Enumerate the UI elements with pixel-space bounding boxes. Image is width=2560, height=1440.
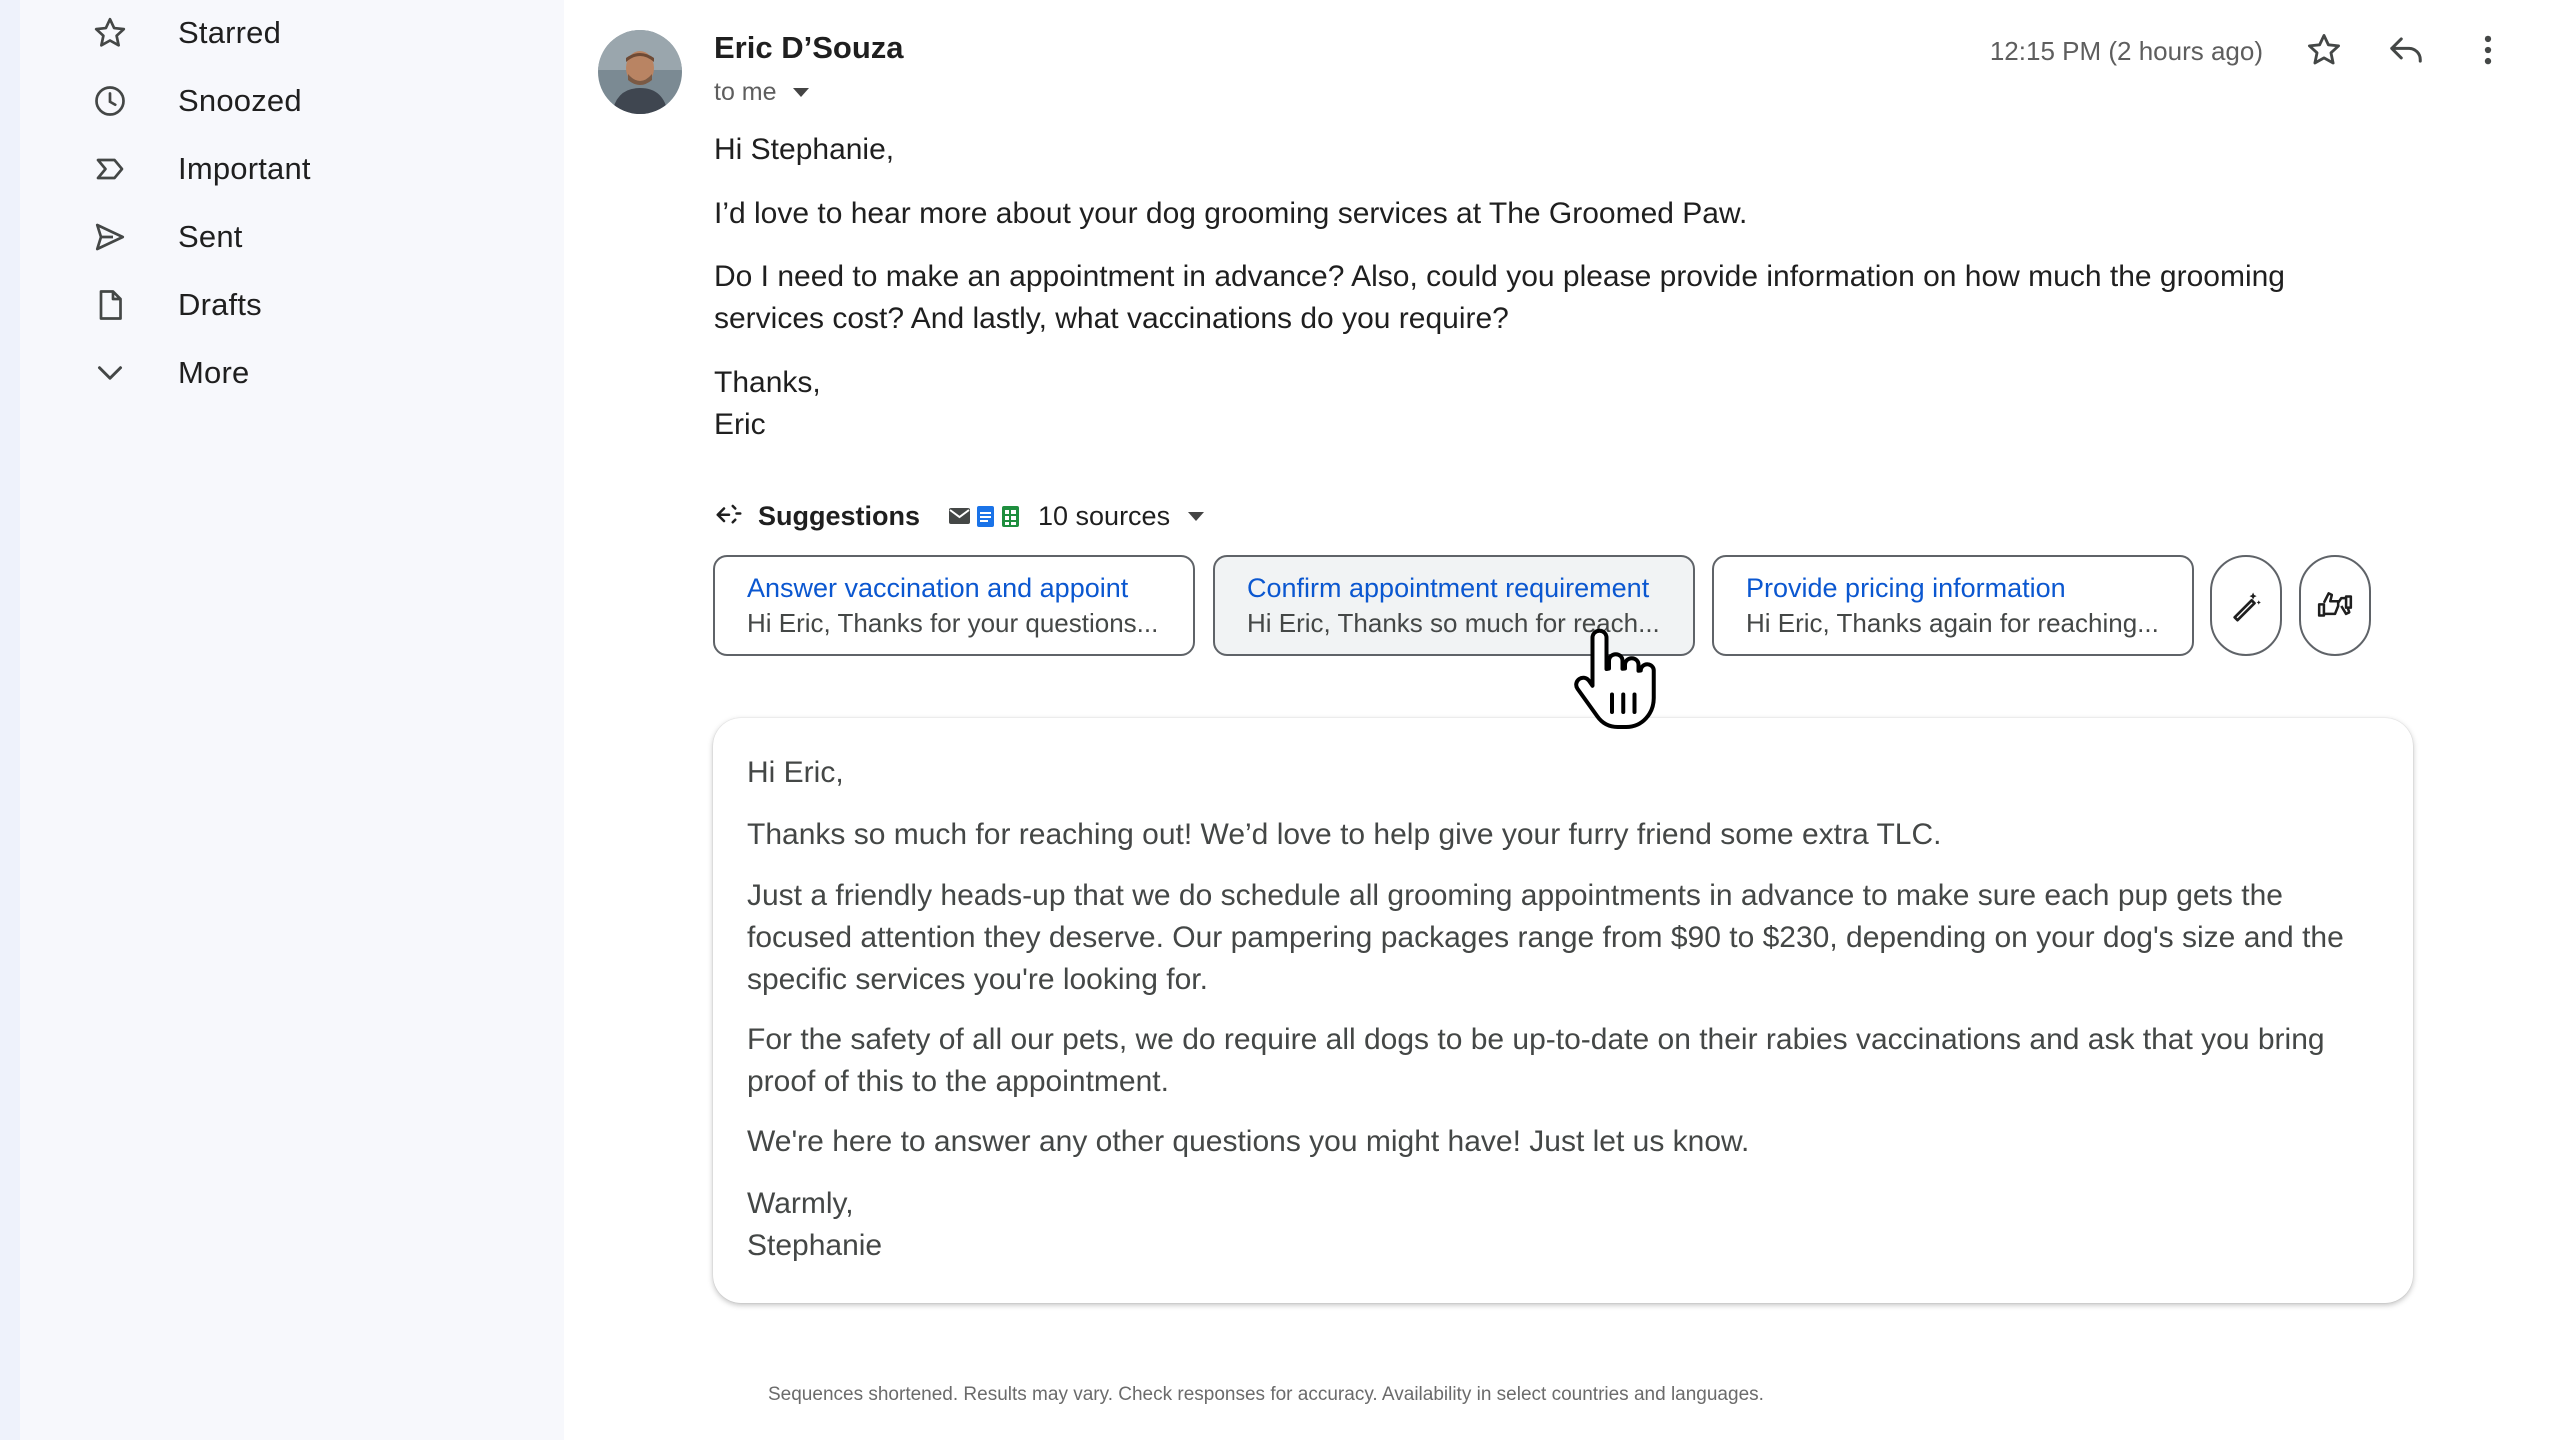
suggestion-chip-pricing[interactable] (1712, 555, 2194, 656)
caret-down-icon (1188, 512, 1204, 521)
star-icon (2305, 31, 2343, 69)
draft-paragraph: We're here to answer any other questions you might have! Just let us know. (747, 1125, 1750, 1158)
send-icon (90, 217, 130, 257)
chip-title: Confirm appointment requirement (1247, 573, 1650, 603)
email-signature: Eric (714, 408, 766, 441)
sidebar-item-important[interactable] (90, 139, 311, 199)
sidebar-item-snoozed[interactable] (90, 71, 302, 131)
recipient-details-toggle[interactable] (714, 78, 809, 107)
thumbs-feedback-icon (2316, 587, 2354, 625)
sidebar-item-label: Snoozed (178, 83, 302, 118)
draft-signoff: Warmly, (747, 1187, 854, 1220)
reply-icon (2387, 31, 2425, 69)
draft-paragraph: For the safety of all our pets, we do require all dogs to be up-to-date on their rabies vaccinations and ask that you bring proof of this to the appointment. (747, 1023, 2325, 1098)
sender-name[interactable]: Eric D’Souza (714, 30, 904, 65)
more-vert-icon (2469, 31, 2507, 69)
draft-paragraph: Thanks so much for reaching out! We’d love to help give your furry friend some extra TLC. (747, 818, 1942, 851)
sources-dropdown[interactable] (948, 494, 1204, 538)
suggestions-label: Suggestions (758, 500, 921, 531)
chip-preview: Hi Eric, Thanks so much for reach... (1247, 608, 1660, 638)
sidebar-item-label: More (178, 355, 250, 390)
caret-down-icon (793, 88, 809, 97)
sidebar-item-sent[interactable] (90, 207, 243, 267)
refine-suggestion-button[interactable] (2210, 555, 2282, 656)
email-paragraph: Do I need to make an appointment in advance? Also, could you please provide information on how much the grooming services cost? And lastly, what vaccinations do you require? (714, 260, 2285, 335)
sidebar-item-starred[interactable] (90, 3, 281, 63)
email-greeting: Hi Stephanie, (714, 133, 895, 166)
sidebar-item-label: Drafts (178, 287, 262, 322)
chevron-down-icon (90, 353, 130, 393)
message-timestamp: 12:15 PM (2 hours ago) (1989, 36, 2263, 66)
sidebar-item-label: Starred (178, 15, 282, 50)
star-button[interactable] (2296, 22, 2352, 78)
sidebar-item-more[interactable] (90, 343, 249, 403)
star-icon (90, 13, 130, 53)
recipient-label: to me (714, 78, 777, 106)
avatar[interactable] (598, 30, 682, 114)
hand-pointer-cursor-icon (1572, 622, 1662, 732)
email-signoff: Thanks, (714, 366, 821, 399)
sidebar (20, 0, 564, 1440)
reply-button[interactable] (2378, 22, 2434, 78)
chip-title: Answer vaccination and appoint (747, 573, 1129, 603)
important-icon (90, 149, 130, 189)
draft-signature: Stephanie (747, 1229, 883, 1262)
sidebar-item-label: Important (178, 151, 311, 186)
feedback-button[interactable] (2299, 555, 2371, 656)
email-paragraph: I’d love to hear more about your dog grooming services at The Groomed Paw. (714, 197, 1748, 230)
suggestion-chip-vaccination[interactable] (713, 555, 1195, 656)
draft-icon (90, 285, 130, 325)
suggestions-icon (714, 501, 744, 531)
draft-greeting: Hi Eric, (747, 756, 844, 789)
more-options-button[interactable] (2460, 22, 2516, 78)
sources-count: 10 sources (1038, 500, 1171, 531)
draft-reply-card[interactable] (713, 718, 2413, 1303)
chip-preview: Hi Eric, Thanks for your questions... (747, 608, 1159, 638)
suggestions-header (714, 494, 920, 538)
clock-icon (90, 81, 130, 121)
chip-preview: Hi Eric, Thanks again for reaching... (1746, 608, 2159, 638)
draft-paragraph: Just a friendly heads-up that we do schedule all grooming appointments in advance to make sure each pup gets the focused attention they deserve. Our pampering packages range from $90 to $230, depending on your dog's size and the specific services you're looking for. (747, 879, 2344, 996)
source-app-icons (948, 501, 1024, 531)
magic-pen-icon (2229, 589, 2263, 623)
chip-title: Provide pricing information (1746, 573, 2066, 603)
left-edge-strip (0, 0, 20, 1440)
sidebar-item-label: Sent (178, 219, 243, 254)
sidebar-item-drafts[interactable] (90, 275, 262, 335)
disclaimer-text: Sequences shortened. Results may vary. Check responses for accuracy. Availability in select countries and languages. (768, 1384, 1764, 1405)
